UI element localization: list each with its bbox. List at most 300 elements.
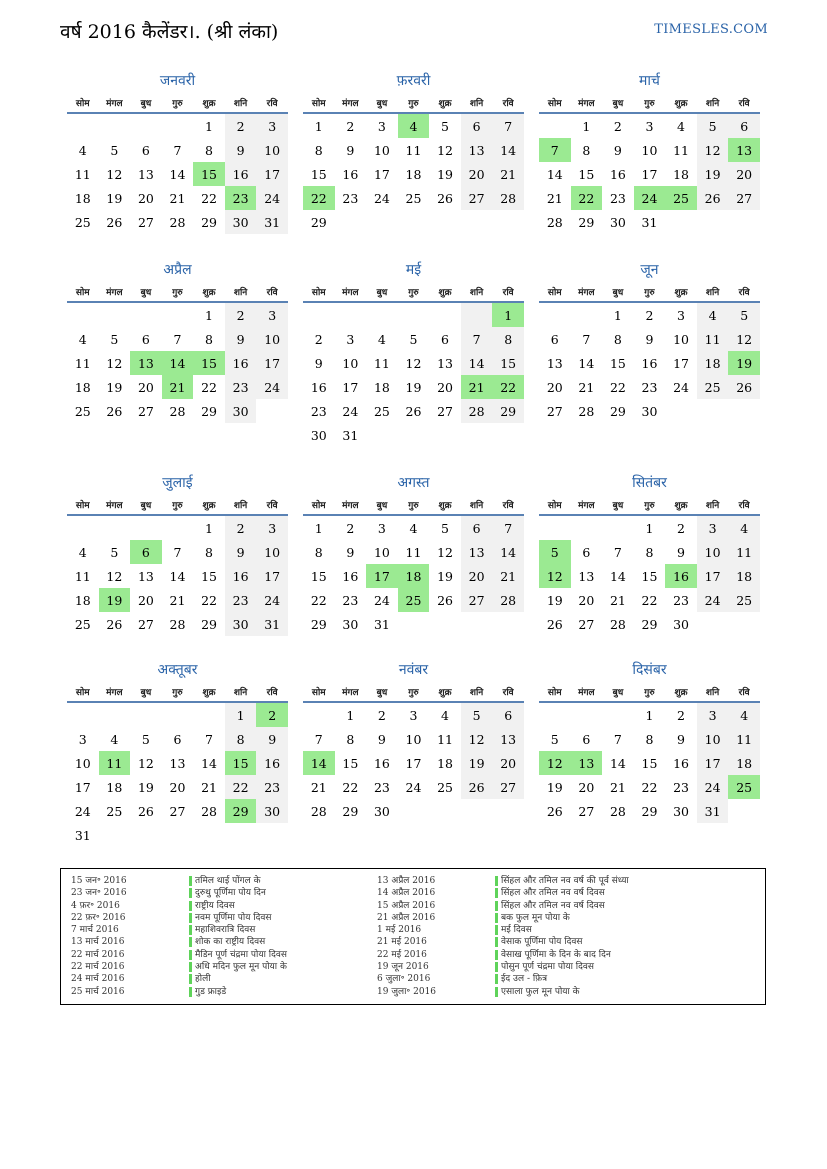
day-cell: 15 (201, 568, 217, 584)
day-cell: 13 (137, 568, 154, 584)
day-cell: 13 (728, 138, 760, 162)
empty-cell (366, 302, 398, 327)
weekday-header: बुध (602, 494, 634, 515)
day-cell: 22 (571, 186, 603, 210)
holiday-row (377, 961, 629, 973)
empty-cell (162, 302, 194, 327)
day-cell: 3 (645, 118, 654, 134)
week-row (539, 302, 760, 327)
holiday-name: दुरुथु पूर्णिमा पोय दिन (189, 888, 266, 898)
day-cell: 16 (342, 166, 359, 182)
day-cell: 20 (137, 592, 154, 608)
day-cell: 11 (74, 568, 91, 584)
empty-cell (461, 612, 493, 636)
empty-cell (303, 302, 335, 327)
day-cell: 25 (728, 775, 760, 799)
month-8 (303, 472, 524, 636)
weekday-header: सोम (303, 92, 335, 113)
empty-cell (697, 399, 729, 423)
day-cell: 26 (106, 214, 123, 230)
month-7 (67, 472, 288, 636)
day-cell: 3 (256, 113, 288, 138)
day-cell: 2 (677, 707, 685, 723)
day-cell: 21 (162, 375, 194, 399)
day-cell: 24 (697, 588, 729, 612)
day-cell: 4 (409, 520, 418, 536)
empty-cell (461, 210, 493, 234)
day-cell: 29 (310, 214, 327, 230)
week-row (67, 702, 288, 727)
day-cell: 16 (342, 568, 359, 584)
day-cell: 5 (550, 731, 559, 747)
holiday-name: तमिल थाई पोंगल के (189, 876, 261, 886)
weekday-header: रवि (492, 494, 524, 515)
day-cell: 20 (492, 751, 524, 775)
holiday-date: 19 जून 2016 (377, 962, 429, 973)
day-cell: 24 (256, 375, 288, 399)
day-cell: 15 (578, 166, 595, 182)
day-cell: 18 (74, 190, 91, 206)
day-cell: 21 (169, 592, 186, 608)
day-cell: 24 (373, 190, 390, 206)
day-cell: 3 (697, 515, 729, 540)
empty-cell (728, 399, 760, 423)
day-cell: 8 (205, 331, 213, 347)
week-row (539, 138, 760, 162)
day-cell: 20 (461, 564, 493, 588)
weekday-header: गुरु (634, 92, 666, 113)
weekday-header: रवि (728, 494, 760, 515)
day-cell: 9 (377, 731, 386, 747)
week-row (303, 210, 524, 234)
day-cell: 6 (461, 515, 493, 540)
day-cell: 21 (609, 779, 626, 795)
weekday-header: रवि (728, 681, 760, 702)
day-cell: 10 (74, 755, 91, 771)
day-cell: 27 (578, 616, 595, 632)
holiday-date: 24 मार्च 2016 (71, 974, 125, 985)
empty-cell (728, 612, 760, 636)
day-cell: 24 (634, 186, 666, 210)
empty-cell (602, 515, 634, 540)
day-cell: 20 (578, 779, 595, 795)
day-cell: 5 (697, 113, 729, 138)
day-cell: 26 (728, 375, 760, 399)
day-cell: 28 (169, 403, 186, 419)
day-cell: 9 (225, 540, 257, 564)
month-table (67, 494, 288, 636)
weekday-header: शुक्र (193, 681, 225, 702)
weekday-header: बुध (366, 281, 398, 302)
day-cell: 16 (373, 755, 390, 771)
holiday-name: मैडिन पूर्ण चंद्रमा पोया दिवस (189, 950, 287, 960)
day-cell: 6 (550, 331, 559, 347)
empty-cell (429, 302, 461, 327)
weekday-header: गुरु (398, 92, 430, 113)
day-cell: 26 (437, 190, 453, 206)
empty-cell (461, 302, 493, 327)
day-cell: 11 (99, 751, 131, 775)
day-cell: 28 (310, 803, 327, 819)
day-cell: 8 (314, 142, 323, 158)
day-cell: 22 (641, 779, 658, 795)
week-row (539, 727, 760, 751)
day-cell: 19 (461, 751, 493, 775)
weekday-header: शुक्र (193, 281, 225, 302)
empty-cell (99, 702, 131, 727)
day-cell: 12 (461, 727, 493, 751)
empty-cell (398, 799, 430, 823)
day-cell: 3 (697, 702, 729, 727)
day-cell: 25 (398, 588, 430, 612)
day-cell: 29 (578, 214, 595, 230)
day-cell: 14 (201, 755, 217, 771)
weekday-header: सोम (303, 681, 335, 702)
empty-cell (429, 210, 461, 234)
day-cell: 21 (492, 564, 524, 588)
day-cell: 11 (405, 142, 422, 158)
weekday-header: बुध (602, 681, 634, 702)
week-row (539, 702, 760, 727)
week-row (67, 515, 288, 540)
day-cell: 2 (256, 702, 288, 727)
weekday-header: बुध (602, 281, 634, 302)
day-cell: 25 (697, 375, 729, 399)
day-cell: 29 (641, 803, 658, 819)
holiday-row (377, 973, 629, 985)
day-cell: 31 (256, 612, 288, 636)
empty-cell (193, 823, 225, 847)
day-cell: 28 (609, 616, 626, 632)
day-cell: 11 (728, 540, 760, 564)
day-cell: 5 (409, 331, 418, 347)
weekday-header: शनि (225, 681, 257, 702)
week-row (303, 399, 524, 423)
day-cell: 27 (137, 616, 154, 632)
day-cell: 11 (74, 355, 91, 371)
day-cell: 27 (169, 803, 186, 819)
weekday-header: मंगल (571, 92, 603, 113)
month-name: अक्तूबर (157, 662, 198, 678)
month-name: सितंबर (632, 475, 667, 491)
day-cell: 2 (677, 520, 685, 536)
day-cell: 19 (437, 166, 453, 182)
holiday-name: राष्ट्रीय दिवस (189, 901, 235, 911)
holiday-row (71, 912, 287, 924)
holiday-date: 1 मई 2016 (377, 925, 422, 936)
day-cell: 15 (641, 568, 658, 584)
day-cell: 28 (169, 214, 186, 230)
day-cell: 16 (665, 564, 697, 588)
month-name: जनवरी (159, 73, 196, 89)
day-cell: 23 (256, 775, 288, 799)
week-row (303, 775, 524, 799)
weekday-header: सोम (303, 281, 335, 302)
day-cell: 9 (613, 142, 622, 158)
day-cell: 18 (437, 755, 453, 771)
day-cell: 21 (609, 592, 626, 608)
day-cell: 6 (461, 113, 493, 138)
day-cell: 24 (673, 379, 689, 395)
month-table (539, 281, 760, 423)
day-cell: 15 (492, 351, 524, 375)
holiday-date: 15 अप्रैल 2016 (377, 900, 436, 911)
week-row (539, 540, 760, 564)
day-cell: 25 (373, 403, 390, 419)
week-row (303, 515, 524, 540)
weekday-header: बुध (366, 494, 398, 515)
day-cell: 20 (578, 592, 595, 608)
week-row (539, 375, 760, 399)
day-cell: 2 (346, 520, 355, 536)
day-cell: 2 (346, 118, 355, 134)
empty-cell (665, 399, 697, 423)
day-cell: 24 (342, 403, 359, 419)
week-row (303, 612, 524, 636)
holiday-row (377, 936, 629, 948)
weekday-header: सोम (67, 681, 99, 702)
week-row (67, 799, 288, 823)
day-cell: 6 (141, 142, 150, 158)
day-cell: 18 (373, 379, 390, 395)
empty-cell (162, 823, 194, 847)
day-cell: 14 (492, 540, 524, 564)
day-cell: 30 (609, 214, 626, 230)
day-cell: 26 (546, 803, 563, 819)
day-cell: 4 (697, 302, 729, 327)
weekday-header: मंगल (99, 92, 131, 113)
week-row (67, 588, 288, 612)
day-cell: 22 (201, 592, 217, 608)
day-cell: 6 (441, 331, 449, 347)
empty-cell (130, 113, 162, 138)
day-cell: 7 (582, 331, 591, 347)
week-row (303, 540, 524, 564)
day-cell: 29 (201, 616, 217, 632)
weekday-header: रवि (256, 281, 288, 302)
day-cell: 27 (461, 186, 493, 210)
weekday-header: बुध (130, 281, 162, 302)
holiday-row (377, 900, 629, 912)
empty-cell (539, 702, 571, 727)
site-link[interactable]: TIMESLES.COM (654, 22, 768, 37)
day-cell: 23 (342, 190, 359, 206)
day-cell: 17 (256, 162, 288, 186)
day-cell: 25 (106, 803, 123, 819)
day-cell: 17 (74, 779, 91, 795)
weekday-header: सोम (539, 281, 571, 302)
week-row (67, 612, 288, 636)
week-row (67, 113, 288, 138)
day-cell: 5 (110, 331, 119, 347)
weekday-header: शनि (461, 681, 493, 702)
empty-cell (303, 702, 335, 727)
day-cell: 14 (492, 138, 524, 162)
day-cell: 10 (673, 331, 689, 347)
day-cell: 10 (373, 142, 390, 158)
day-cell: 16 (225, 351, 257, 375)
page-title: वर्ष 2016 कैलेंडर।. (श्री लंका) (60, 21, 279, 43)
day-cell: 4 (110, 731, 119, 747)
empty-cell (67, 702, 99, 727)
holiday-name: वेसाख पूर्णिमा के दिन के बाद दिन (495, 950, 611, 960)
holiday-date: 22 मई 2016 (377, 949, 427, 960)
day-cell: 29 (225, 799, 257, 823)
weekday-header: शुक्र (193, 494, 225, 515)
day-cell: 22 (641, 592, 658, 608)
day-cell: 12 (437, 142, 453, 158)
week-row (303, 162, 524, 186)
empty-cell (697, 612, 729, 636)
day-cell: 26 (106, 616, 123, 632)
holiday-list-left (71, 875, 287, 998)
weekday-header: रवि (728, 92, 760, 113)
weekday-header: गुरु (634, 494, 666, 515)
day-cell: 8 (645, 544, 654, 560)
empty-cell (335, 302, 367, 327)
weekday-header: शुक्र (665, 494, 697, 515)
day-cell: 10 (256, 327, 288, 351)
day-cell: 31 (697, 799, 729, 823)
empty-cell (492, 423, 524, 447)
day-cell: 8 (205, 544, 213, 560)
week-row (303, 327, 524, 351)
empty-cell (728, 210, 760, 234)
weekday-header: सोम (67, 281, 99, 302)
day-cell: 31 (641, 214, 658, 230)
day-cell: 1 (314, 118, 323, 134)
day-cell: 23 (641, 379, 658, 395)
day-cell: 7 (492, 113, 524, 138)
holiday-date: 21 अप्रैल 2016 (377, 912, 436, 923)
weekday-header: शनि (225, 281, 257, 302)
day-cell: 14 (169, 568, 186, 584)
day-cell: 5 (441, 520, 449, 536)
week-row (67, 727, 288, 751)
day-cell: 5 (141, 731, 150, 747)
day-cell: 12 (539, 751, 571, 775)
day-cell: 15 (310, 166, 327, 182)
day-cell: 6 (173, 731, 182, 747)
day-cell: 13 (130, 351, 162, 375)
weekday-header: शुक्र (429, 681, 461, 702)
day-cell: 31 (373, 616, 390, 632)
day-cell: 28 (492, 186, 524, 210)
day-cell: 19 (697, 162, 729, 186)
day-cell: 3 (377, 520, 386, 536)
day-cell: 22 (201, 190, 217, 206)
day-cell: 29 (201, 214, 217, 230)
day-cell: 3 (256, 515, 288, 540)
day-cell: 14 (169, 166, 186, 182)
weekday-header: गुरु (162, 681, 194, 702)
day-cell: 20 (461, 162, 493, 186)
day-cell: 30 (225, 612, 257, 636)
empty-cell (256, 823, 288, 847)
day-cell: 29 (342, 803, 359, 819)
holiday-name: बक फुल मून पोया के (495, 913, 570, 923)
week-row (303, 702, 524, 727)
week-row (303, 186, 524, 210)
day-cell: 18 (74, 379, 91, 395)
day-cell: 10 (697, 540, 729, 564)
day-cell: 24 (256, 186, 288, 210)
day-cell: 1 (205, 118, 213, 134)
month-table (303, 494, 524, 636)
week-row (539, 564, 760, 588)
day-cell: 24 (74, 803, 91, 819)
day-cell: 17 (641, 166, 658, 182)
empty-cell (335, 210, 367, 234)
empty-cell (398, 302, 430, 327)
day-cell: 11 (373, 355, 390, 371)
day-cell: 25 (74, 616, 91, 632)
day-cell: 4 (728, 702, 760, 727)
holiday-date: 4 फ़र॰ 2016 (71, 900, 120, 911)
day-cell: 27 (546, 403, 563, 419)
day-cell: 20 (137, 379, 154, 395)
weekday-header: मंगल (335, 92, 367, 113)
day-cell: 8 (314, 544, 323, 560)
empty-cell (193, 702, 225, 727)
month-11 (303, 659, 524, 823)
day-cell: 3 (377, 118, 386, 134)
day-cell: 30 (641, 403, 658, 419)
day-cell: 13 (578, 568, 595, 584)
holiday-date: 23 जन॰ 2016 (71, 888, 127, 899)
day-cell: 31 (256, 210, 288, 234)
week-row (539, 588, 760, 612)
empty-cell (429, 423, 461, 447)
month-name: दिसंबर (632, 662, 667, 678)
holiday-name: मई दिवस (495, 925, 532, 935)
day-cell: 29 (641, 616, 658, 632)
day-cell: 22 (201, 379, 217, 395)
day-cell: 3 (78, 731, 87, 747)
weekday-header: शुक्र (193, 92, 225, 113)
empty-cell (398, 612, 430, 636)
day-cell: 8 (582, 142, 591, 158)
day-cell: 30 (373, 803, 390, 819)
day-cell: 10 (256, 138, 288, 162)
day-cell: 13 (546, 355, 563, 371)
day-cell: 24 (697, 775, 729, 799)
day-cell: 16 (256, 751, 288, 775)
empty-cell (162, 702, 194, 727)
weekday-header: रवि (256, 494, 288, 515)
empty-cell (67, 113, 99, 138)
empty-cell (539, 113, 571, 138)
day-cell: 7 (205, 731, 213, 747)
day-cell: 20 (546, 379, 563, 395)
day-cell: 14 (162, 351, 194, 375)
holiday-row (377, 875, 629, 887)
day-cell: 1 (205, 307, 213, 323)
holiday-date: 22 मार्च 2016 (71, 949, 125, 960)
day-cell: 7 (492, 515, 524, 540)
day-cell: 22 (609, 379, 626, 395)
week-row (303, 751, 524, 775)
week-row (303, 302, 524, 327)
weekday-header: मंगल (99, 281, 131, 302)
day-cell: 17 (373, 166, 390, 182)
day-cell: 2 (377, 707, 386, 723)
day-cell: 9 (314, 355, 323, 371)
week-row (539, 327, 760, 351)
month-table (67, 92, 288, 234)
holiday-name: सिंहल और तमिल नव वर्ष दिवस (495, 888, 605, 898)
day-cell: 27 (461, 588, 493, 612)
